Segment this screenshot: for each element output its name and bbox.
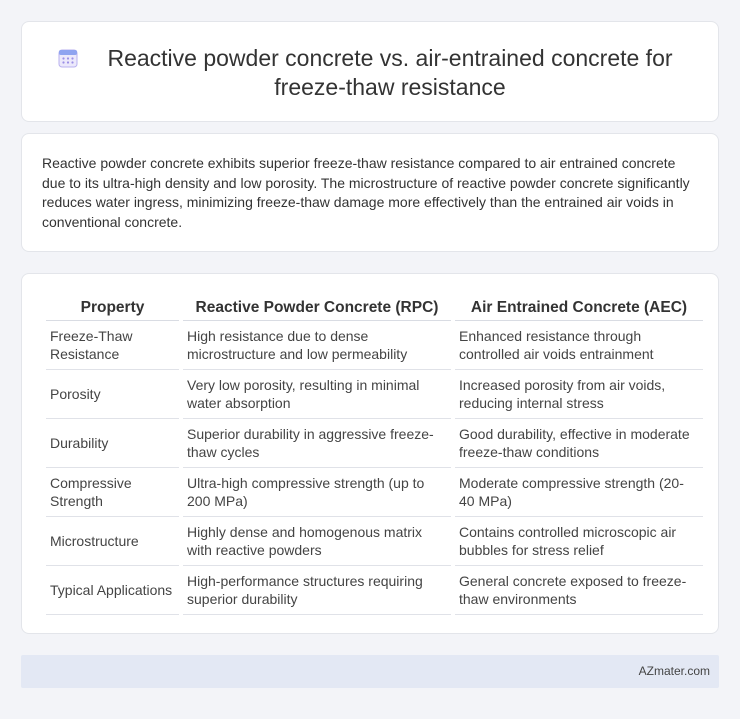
row-rpc: Superior durability in aggressive freeze-thaw cycles bbox=[183, 419, 451, 468]
row-property: Typical Applications bbox=[46, 566, 179, 615]
header-property: Property bbox=[46, 296, 179, 321]
row-aec: Moderate compressive strength (20-40 MPa) bbox=[455, 468, 703, 517]
row-aec: Enhanced resistance through controlled air voids entrainment bbox=[455, 321, 703, 370]
table-row bbox=[46, 517, 703, 566]
row-rpc: Highly dense and homogenous matrix with reactive powders bbox=[183, 517, 451, 566]
row-aec: Contains controlled microscopic air bubbles for stress relief bbox=[455, 517, 703, 566]
row-aec: Increased porosity from air voids, reducing internal stress bbox=[455, 370, 703, 419]
table-row bbox=[46, 566, 703, 615]
row-property: Durability bbox=[46, 419, 179, 468]
row-rpc: High-performance structures requiring superior durability bbox=[183, 566, 451, 615]
row-rpc: High resistance due to dense microstructure and low permeability bbox=[183, 321, 451, 370]
row-rpc: Very low porosity, resulting in minimal water absorption bbox=[183, 370, 451, 419]
row-property: Freeze-Thaw Resistance bbox=[46, 321, 179, 370]
summary-text: Reactive powder concrete exhibits superior freeze-thaw resistance compared to air entrained concrete due to its ultra-high density and low porosity. The microstructure of reactive powder concrete significantly reduces water ingress, minimizing freeze-thaw damage more effectively than the entrained air voids in conventional concrete. bbox=[42, 155, 690, 230]
row-property: Porosity bbox=[46, 370, 179, 419]
footer-bar bbox=[21, 655, 719, 688]
table-row bbox=[46, 419, 703, 468]
row-property: Compressive Strength bbox=[46, 468, 179, 517]
header-aec: Air Entrained Concrete (AEC) bbox=[455, 296, 703, 321]
table-row bbox=[46, 468, 703, 517]
row-aec: General concrete exposed to freeze-thaw environments bbox=[455, 566, 703, 615]
row-rpc: Ultra-high compressive strength (up to 200 MPa) bbox=[183, 468, 451, 517]
table-row bbox=[46, 370, 703, 419]
header-rpc: Reactive Powder Concrete (RPC) bbox=[183, 296, 451, 321]
comparison-table bbox=[42, 296, 707, 615]
title-card bbox=[21, 21, 719, 122]
footer-source[interactable]: AZmater.com bbox=[638, 664, 710, 678]
page-title: Reactive powder concrete vs. air-entrained concrete for freeze-thaw resistance bbox=[107, 45, 673, 100]
table-header-row bbox=[46, 296, 703, 321]
comparison-table-card bbox=[21, 273, 719, 634]
table-row bbox=[46, 321, 703, 370]
row-aec: Good durability, effective in moderate freeze-thaw conditions bbox=[455, 419, 703, 468]
row-property: Microstructure bbox=[46, 517, 179, 566]
summary-card bbox=[21, 133, 719, 252]
